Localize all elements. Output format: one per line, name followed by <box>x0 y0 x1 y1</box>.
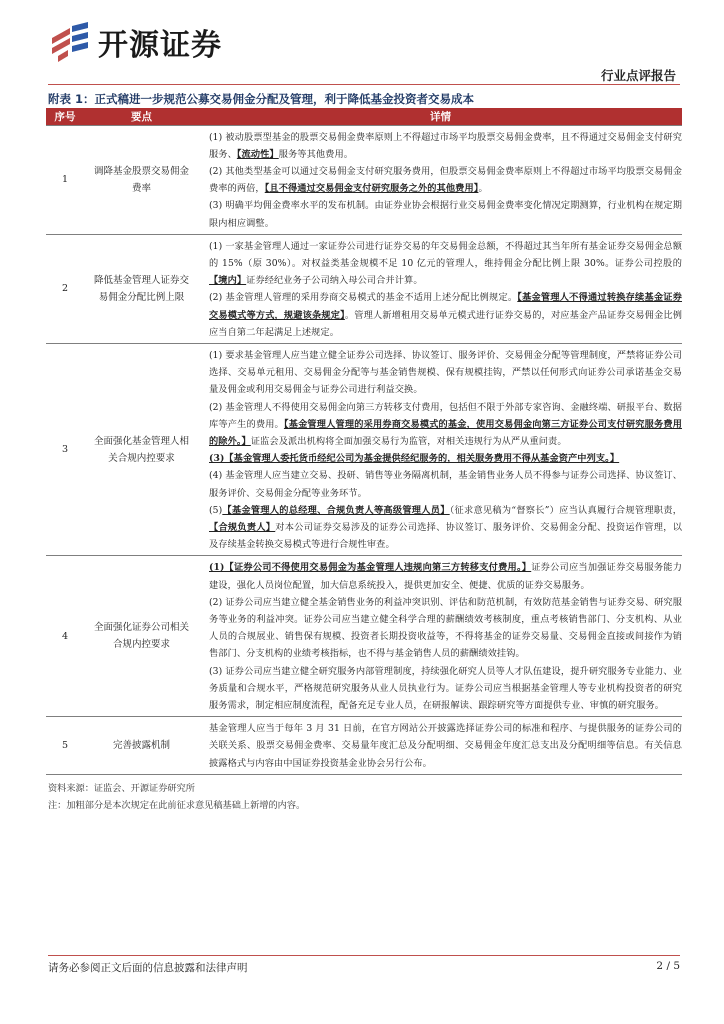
detail-paragraph <box>209 289 682 341</box>
highlighted-text: 【境内】 <box>209 275 247 287</box>
footnote: 注：加粗部分是本次规定在此前征求意见稿基础上新增的内容。 <box>48 799 306 811</box>
detail-text: (4) 基金管理人应当建立交易、投研、销售等业务隔离机制，基金销售业务人员不得参与证券公司选择、协议签订、服务评价、交易佣金分配等业务环节。 <box>209 470 682 499</box>
detail-text: (5) <box>209 504 223 516</box>
detail-text: (3) 明确平均佣金费率水平的发布机制。由证券业协会根据行业交易佣金费率变化情况定期测算，行业机构在规定期限内相应调整。 <box>209 200 682 229</box>
detail-paragraph <box>209 467 682 501</box>
column-header-detail: 详情 <box>199 108 682 125</box>
row-detail <box>199 234 682 343</box>
detail-paragraph <box>209 450 682 467</box>
row-key-point: 调降基金股票交易佣金费率 <box>84 125 199 234</box>
row-number: 3 <box>46 343 84 555</box>
kaiyuan-logo-icon <box>48 20 92 64</box>
detail-text: (2) 基金管理人管理的采用券商交易模式的基金不适用上述分配比例规定。 <box>209 292 518 304</box>
highlighted-text: (3)【基金管理人委托货币经纪公司为基金提供经纪服务的，相关服务费用不得从基金资产中列支。】 <box>209 453 620 465</box>
table-row <box>46 234 682 343</box>
detail-paragraph <box>209 720 682 772</box>
highlighted-text: (1)【证券公司不得使用交易佣金为基金管理人违规向第三方转移支付费用。】 <box>209 562 532 574</box>
table-row <box>46 717 682 775</box>
highlighted-text: 【基金管理人的总经理、合规负责人等高级管理人员】 <box>222 504 450 516</box>
table-header-row <box>46 108 682 125</box>
row-number: 4 <box>46 556 84 717</box>
table-row <box>46 343 682 555</box>
row-number: 5 <box>46 717 84 775</box>
detail-paragraph <box>209 238 682 290</box>
detail-paragraph <box>209 594 682 663</box>
detail-text: 证监会及派出机构将全面加强交易行为监管，对相关违规行为从严从重问责。 <box>250 435 567 447</box>
row-detail <box>199 717 682 775</box>
detail-text: (2) 证券公司应当建立健全基金销售业务的利益冲突识别、评估和防范机制，有效防范基金销售与证券交易、研究服务等业务的利益冲突。证券公司应当建立健全科学合理的薪酬绩效考核制度，重点考核销售部门、分支机构、从业人员的合规展业、销售保有规模、投资者长期投资收益等，不得将基金的证券交易量、交易佣金直接或间接作为销售部门、分支机构的业绩考核指标，也不得与基金销售人员的薪酬绩效挂钩。 <box>209 596 682 660</box>
column-header-point: 要点 <box>84 108 199 125</box>
page-header <box>48 20 680 86</box>
detail-paragraph <box>209 399 682 451</box>
table-body <box>46 125 682 774</box>
detail-paragraph <box>209 347 682 399</box>
highlighted-text: 【基金管理人不得通过转换存续基金证券交易模式等方式，规避该条规定】 <box>209 292 682 321</box>
page-number: 2 / 5 <box>656 960 680 972</box>
footer-divider <box>48 955 680 956</box>
detail-text: (3) 证券公司应当建立健全研究服务内部管理制度，持续强化研究人员等人才队伍建设，提升研究服务专业能力、业务质量和合规水平，严格规范研究服务从业人员执业行为。证券公司应当根据基金管理人等专业机构投资者的研究服务需求，制定相应制度流程，配备充足专业人员，在研报解读、跟踪研究等方面提供专业、审慎的研究服务。 <box>209 665 682 711</box>
detail-text: 证券公司应当加强证券交易服务能力建设，强化人员岗位配置，加大信息系统投入，提供更加安全、便捷、优质的证券交易服务。 <box>209 562 682 591</box>
detail-text: (2) 基金管理人不得使用交易佣金向第三方转移支付费用，包括但不限于外部专家咨询、金融终端、研报平台、数据库等产生的费用。 <box>209 401 682 430</box>
detail-paragraph <box>209 129 682 163</box>
detail-paragraph <box>209 502 682 554</box>
regulation-table <box>46 108 682 775</box>
highlighted-text: 【且不得通过交易佣金支付研究服务之外的其他费用】 <box>264 183 479 195</box>
detail-text: (1) 被动股票型基金的股票交易佣金费率原则上不得超过市场平均股票交易佣金费率，且不得通过交易佣金支付研究服务、 <box>209 131 682 160</box>
source-note: 资料来源：证监会、开源证券研究所 <box>48 782 195 794</box>
table-row <box>46 125 682 234</box>
row-number: 1 <box>46 125 84 234</box>
detail-paragraph <box>209 559 682 593</box>
row-detail <box>199 556 682 717</box>
detail-text: 服务等其他费用。 <box>278 148 354 160</box>
row-detail <box>199 125 682 234</box>
logo-text: 开源证券 <box>98 28 222 63</box>
row-key-point: 全面强化证券公司相关合规内控要求 <box>84 556 199 717</box>
company-logo <box>48 20 222 64</box>
row-key-point: 降低基金管理人证券交易佣金分配比例上限 <box>84 234 199 343</box>
detail-text: （征求意见稿为“督察长”）应当认真履行合规管理职责， <box>449 504 682 516</box>
table-row <box>46 556 682 717</box>
row-detail <box>199 343 682 555</box>
detail-text: (1) 要求基金管理人应当建立健全证券公司选择、协议签订、服务评价、交易佣金分配等管理制度，严禁将证券公司选择、交易单元租用、交易佣金分配等与基金销售规模、保有规模挂钩，严禁以任何形式向证券公司承诺基金交易量及佣金或利用交易佣金与证券公司进行利益交换。 <box>209 349 682 396</box>
row-key-point: 全面强化基金管理人相关合规内控要求 <box>84 343 199 555</box>
detail-text: 。管理人新增租用交易单元模式进行证券交易的，对应基金产品证券交易佣金比例应当自第二年起满足上述规定。 <box>209 309 682 338</box>
column-header-number: 序号 <box>46 108 84 125</box>
row-number: 2 <box>46 234 84 343</box>
row-key-point: 完善披露机制 <box>84 717 199 775</box>
highlighted-text: 【基金管理人管理的采用券商交易模式的基金，使用交易佣金向第三方证券公司支付研究服务费用的除外。】 <box>209 418 682 447</box>
detail-text: 证券经纪业务子公司纳入母公司合并计算。 <box>246 275 423 287</box>
highlighted-text: 【流动性】 <box>236 148 279 160</box>
detail-text: (1) 一家基金管理人通过一家证券公司进行证券交易的年交易佣金总额，不得超过其当年所有基金证券交易佣金总额的 15%（原 30%）。对权益类基金规模不足 10 亿元的管理人，维持佣金分配比例上限 30%。证券公司控股的 <box>209 240 682 269</box>
detail-paragraph <box>209 663 682 715</box>
header-divider <box>48 84 680 85</box>
report-type-label: 行业点评报告 <box>600 68 676 83</box>
detail-text: 基金管理人应当于每年 3 月 31 日前，在官方网站公开披露选择证券公司的标准和程序、与提供服务的证券公司的关联关系、股票交易佣金费率、交易量年度汇总及分配明细、交易佣金年度汇总支出及分配明细等信息。有关信息披露格式与内容由中国证券投资基金业协会另行公布。 <box>209 723 682 769</box>
detail-paragraph <box>209 163 682 197</box>
table-title: 附表 1：正式稿进一步规范公募交易佣金分配及管理，利于降低基金投资者交易成本 <box>48 92 475 106</box>
disclaimer-text: 请务必参阅正文后面的信息披露和法律声明 <box>48 962 248 974</box>
detail-text: 对本公司证券交易涉及的证券公司选择、协议签订、服务评价、交易佣金分配、投资运作管理，以及存续基金转换交易模式等进行合规性审查。 <box>209 521 682 551</box>
highlighted-text: 【合规负责人】 <box>209 521 276 533</box>
detail-text: 。 <box>478 183 488 195</box>
detail-paragraph <box>209 197 682 231</box>
detail-text: (2) 其他类型基金可以通过交易佣金支付研究服务费用，但股票交易佣金费率原则上不得超过市场平均股票交易佣金费率的两倍， <box>209 165 682 195</box>
